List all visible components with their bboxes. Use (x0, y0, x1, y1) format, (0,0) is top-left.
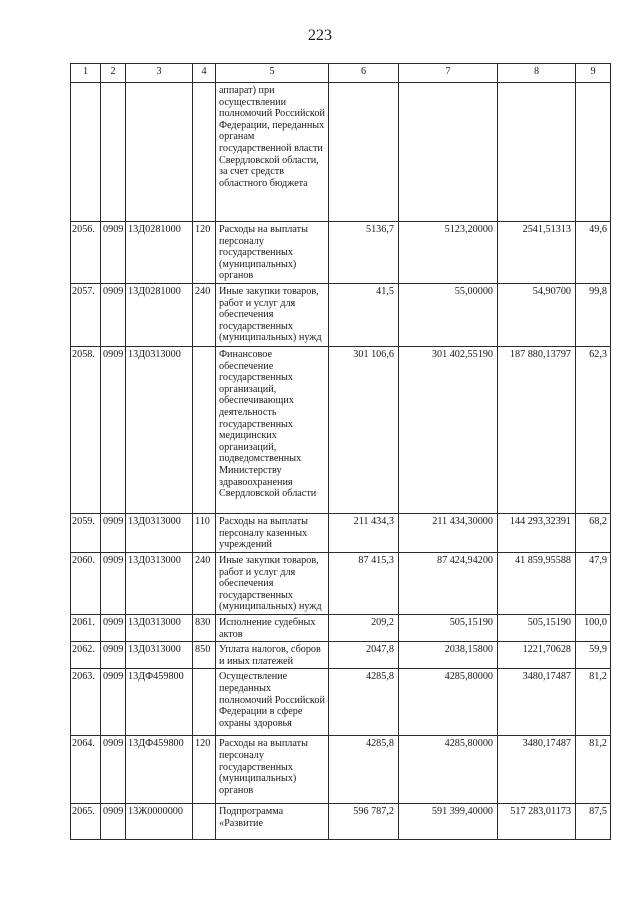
row-number: 2056. (71, 222, 101, 284)
expense-type: 110 (193, 514, 216, 553)
row-number (71, 83, 101, 222)
column-header: 4 (193, 64, 216, 83)
execution-percent: 87,5 (576, 804, 611, 840)
executed-amount: 2541,51313 (498, 222, 576, 284)
expense-type: 830 (193, 614, 216, 641)
approved-amount: 211 434,3 (329, 514, 399, 553)
expense-type: 850 (193, 642, 216, 669)
column-header: 1 (71, 64, 101, 83)
executed-amount: 1221,70628 (498, 642, 576, 669)
row-number: 2058. (71, 347, 101, 514)
header-row (71, 64, 611, 83)
budget-table (70, 63, 611, 840)
expense-type: 240 (193, 553, 216, 615)
target-code: 13Д0281000 (126, 222, 193, 284)
execution-percent: 99,8 (576, 284, 611, 347)
column-header: 7 (399, 64, 498, 83)
section-code: 0909 (101, 222, 126, 284)
section-code: 0909 (101, 669, 126, 736)
execution-percent (576, 83, 611, 222)
budget-amount: 55,00000 (399, 284, 498, 347)
table-row (71, 222, 611, 284)
executed-amount: 517 283,01173 (498, 804, 576, 840)
column-header: 5 (216, 64, 329, 83)
executed-amount (498, 83, 576, 222)
approved-amount: 301 106,6 (329, 347, 399, 514)
section-code: 0909 (101, 736, 126, 804)
row-number: 2065. (71, 804, 101, 840)
budget-amount (399, 83, 498, 222)
executed-amount: 54,90700 (498, 284, 576, 347)
section-code: 0909 (101, 347, 126, 514)
table-row (71, 669, 611, 736)
approved-amount: 4285,8 (329, 669, 399, 736)
item-name: аппарат) при осуществлении полномочий Российской Федерации, переданных органам государственной власти Свердловской области, за счет средств областного бюджета (216, 83, 329, 222)
table-row (71, 642, 611, 669)
budget-amount: 505,15190 (399, 614, 498, 641)
executed-amount: 505,15190 (498, 614, 576, 641)
row-number: 2063. (71, 669, 101, 736)
expense-type (193, 83, 216, 222)
item-name: Финансовое обеспечение государственных организаций, обеспечивающих деятельность государственных медицинских организаций, подведомственных Министерству здравоохранения Свердловской области (216, 347, 329, 514)
column-header: 8 (498, 64, 576, 83)
approved-amount: 4285,8 (329, 736, 399, 804)
target-code (126, 83, 193, 222)
execution-percent: 81,2 (576, 736, 611, 804)
executed-amount: 3480,17487 (498, 736, 576, 804)
item-name: Расходы на выплаты персоналу государственных (муниципальных) органов (216, 736, 329, 804)
row-number: 2062. (71, 642, 101, 669)
target-code: 13Д0313000 (126, 642, 193, 669)
row-number: 2061. (71, 614, 101, 641)
executed-amount: 144 293,32391 (498, 514, 576, 553)
execution-percent: 100,0 (576, 614, 611, 641)
execution-percent: 68,2 (576, 514, 611, 553)
table-row (71, 347, 611, 514)
expense-type (193, 669, 216, 736)
budget-amount: 5123,20000 (399, 222, 498, 284)
item-name: Иные закупки товаров, работ и услуг для обеспечения государственных (муниципальных) нужд (216, 553, 329, 615)
item-name: Исполнение судебных актов (216, 614, 329, 641)
expense-type: 240 (193, 284, 216, 347)
approved-amount: 2047,8 (329, 642, 399, 669)
target-code: 13Д0313000 (126, 347, 193, 514)
target-code: 13Д0313000 (126, 553, 193, 615)
approved-amount: 209,2 (329, 614, 399, 641)
target-code: 13ДФ459800 (126, 669, 193, 736)
approved-amount: 87 415,3 (329, 553, 399, 615)
table-row (71, 614, 611, 641)
item-name: Расходы на выплаты персоналу казенных учреждений (216, 514, 329, 553)
expense-type: 120 (193, 222, 216, 284)
row-number: 2057. (71, 284, 101, 347)
column-header: 2 (101, 64, 126, 83)
approved-amount: 41,5 (329, 284, 399, 347)
table-row (71, 514, 611, 553)
item-name: Иные закупки товаров, работ и услуг для обеспечения государственных (муниципальных) нужд (216, 284, 329, 347)
table-row (71, 804, 611, 840)
budget-amount: 87 424,94200 (399, 553, 498, 615)
execution-percent: 59,9 (576, 642, 611, 669)
execution-percent: 47,9 (576, 553, 611, 615)
expense-type: 120 (193, 736, 216, 804)
budget-amount: 211 434,30000 (399, 514, 498, 553)
target-code: 13ДФ459800 (126, 736, 193, 804)
budget-amount: 4285,80000 (399, 736, 498, 804)
item-name: Расходы на выплаты персоналу государственных (муниципальных) органов (216, 222, 329, 284)
execution-percent: 62,3 (576, 347, 611, 514)
executed-amount: 41 859,95588 (498, 553, 576, 615)
budget-amount: 591 399,40000 (399, 804, 498, 840)
column-header: 9 (576, 64, 611, 83)
expense-type (193, 804, 216, 840)
target-code: 13Ж0000000 (126, 804, 193, 840)
execution-percent: 49,6 (576, 222, 611, 284)
page-number: 223 (308, 27, 332, 44)
section-code: 0909 (101, 514, 126, 553)
budget-amount: 301 402,55190 (399, 347, 498, 514)
section-code: 0909 (101, 614, 126, 641)
table-row (71, 83, 611, 222)
section-code: 0909 (101, 284, 126, 347)
approved-amount: 596 787,2 (329, 804, 399, 840)
target-code: 13Д0313000 (126, 514, 193, 553)
column-header: 6 (329, 64, 399, 83)
section-code: 0909 (101, 804, 126, 840)
row-number: 2060. (71, 553, 101, 615)
column-header: 3 (126, 64, 193, 83)
execution-percent: 81,2 (576, 669, 611, 736)
executed-amount: 3480,17487 (498, 669, 576, 736)
target-code: 13Д0313000 (126, 614, 193, 641)
item-name: Подпрограмма «Развитие (216, 804, 329, 840)
budget-amount: 4285,80000 (399, 669, 498, 736)
section-code: 0909 (101, 642, 126, 669)
expense-type (193, 347, 216, 514)
table-row (71, 284, 611, 347)
table-row (71, 736, 611, 804)
section-code (101, 83, 126, 222)
row-number: 2064. (71, 736, 101, 804)
table-row (71, 553, 611, 615)
row-number: 2059. (71, 514, 101, 553)
item-name: Осуществление переданных полномочий Российской Федерации в сфере охраны здоровья (216, 669, 329, 736)
target-code: 13Д0281000 (126, 284, 193, 347)
item-name: Уплата налогов, сборов и иных платежей (216, 642, 329, 669)
section-code: 0909 (101, 553, 126, 615)
approved-amount (329, 83, 399, 222)
executed-amount: 187 880,13797 (498, 347, 576, 514)
approved-amount: 5136,7 (329, 222, 399, 284)
budget-amount: 2038,15800 (399, 642, 498, 669)
